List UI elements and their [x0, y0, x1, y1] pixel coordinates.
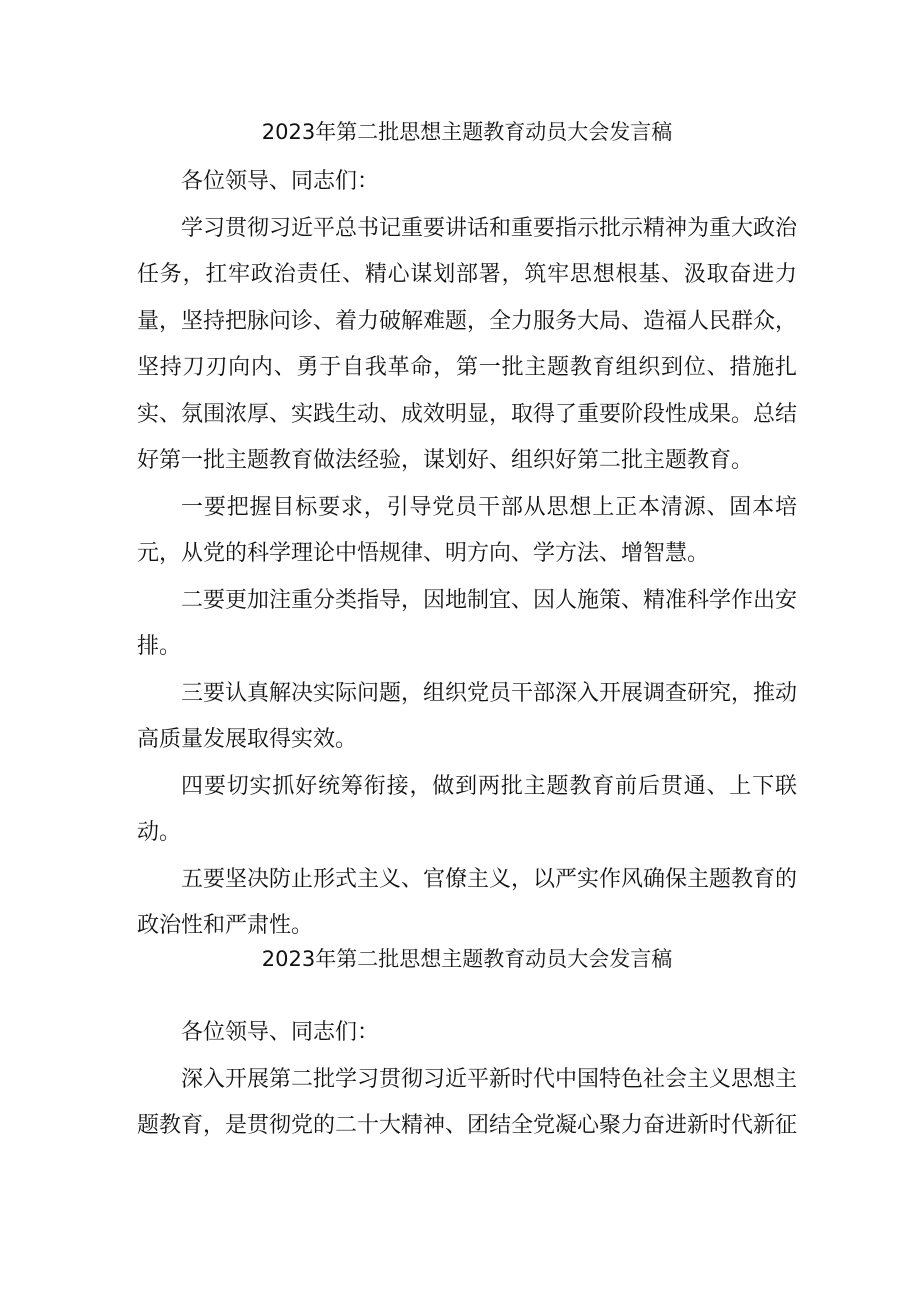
paragraph: 二要更加注重分类指导，因地制宜、因人施策、精准科学作出安排。: [137, 587, 798, 659]
section-1-body: [137, 159, 797, 950]
paragraph: 深入开展第二批学习贯彻习近平新时代中国特色社会主义思想主题教育，是贯彻党的二十大精神、团结全党凝心聚力奋进新时代新征: [137, 1066, 798, 1138]
paragraph: 三要认真解决实际问题，组织党员干部深入开展调查研究，推动高质量发展取得实效。: [137, 680, 798, 752]
section-2-body: [137, 1010, 797, 1150]
paragraph: 五要坚决防止形式主义、官僚主义，以严实作风确保主题教育的政治性和严肃性。: [137, 866, 798, 938]
salutation: 各位领导、同志们：: [181, 1020, 380, 1045]
document-title: 2023年第二批思想主题教育动员大会发言稿: [261, 947, 673, 971]
paragraph: 学习贯彻习近平总书记重要讲话和重要指示批示精神为重大政治任务，扛牢政治责任、精心谋划部署，筑牢思想根基、汲取奋进力量，坚持把脉问诊、着力破解难题，全力服务大局、造福人民群众，坚持刀刃向内、勇于自我革命，第一批主题教育组织到位、措施扎实、氛围浓厚、实践生动、成效明显，取得了重要阶段性成果。总结好第一批主题教育做法经验，谋划好、组织好第二批主题教育。: [137, 215, 798, 473]
section-1: [137, 117, 797, 147]
salutation: 各位领导、同志们：: [181, 169, 380, 194]
document-title: 2023年第二批思想主题教育动员大会发言稿: [261, 120, 673, 144]
paragraph: 四要切实抓好统筹衔接，做到两批主题教育前后贯通、上下联动。: [137, 773, 797, 845]
paragraph: 一要把握目标要求，引导党员干部从思想上正本清源、固本培元，从党的科学理论中悟规律、明方向、学方法、增智慧。: [137, 494, 797, 566]
section-2: [137, 944, 797, 974]
